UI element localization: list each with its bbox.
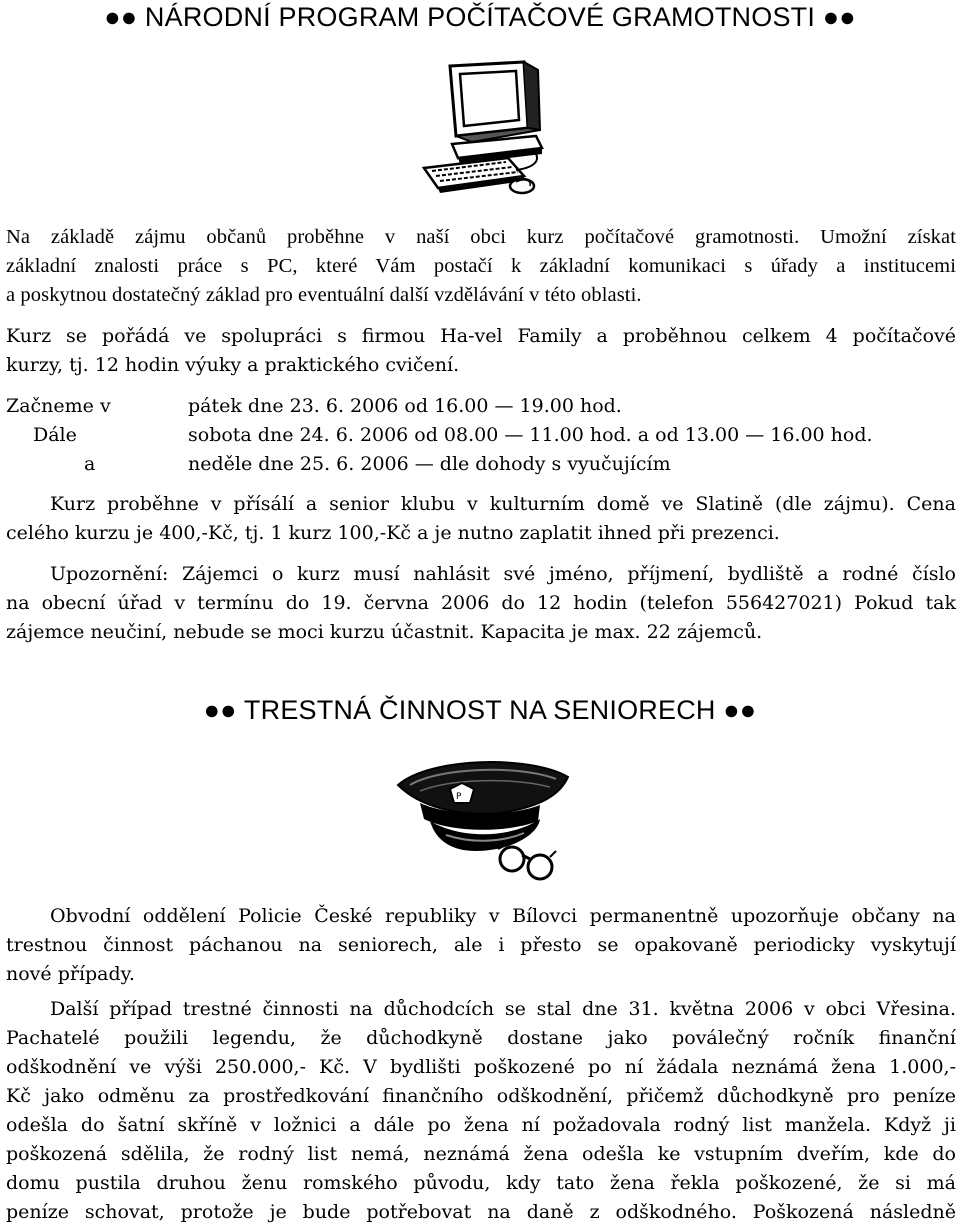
svg-text:P: P xyxy=(456,792,462,802)
text-line: celého kurzu je 400,-Kč, tj. 1 kurz 100,-Kč a je nutno zaplatit ihned při prezenci. xyxy=(6,522,780,544)
course-schedule xyxy=(6,392,873,479)
text-line: odešla do šatní skříně v ložnici a dále po žena ní požadovala rodný list manžela. Když ji xyxy=(6,1114,956,1136)
text-line: poškozená sdělila, že rodný list nemá, neznámá žena odešla ke vstupním dveřím, kde do xyxy=(6,1143,956,1165)
text-line: peníze schovat, protože je bude potřebovat na daně z odškodného. Poškozená následně xyxy=(6,1201,956,1223)
section-heading-computer-literacy xyxy=(0,2,960,33)
text-line: Kč jako odměnu za prostředkování finančního odškodnění, přičemž důchodkyně pro peníze xyxy=(6,1085,956,1107)
schedule-label: a xyxy=(84,453,96,475)
heading-bullets-right: ●● xyxy=(723,695,757,725)
schedule-row xyxy=(6,392,873,421)
schedule-text: neděle dne 25. 6. 2006 — dle dohody s vyučujícím xyxy=(188,453,671,475)
text-line: Další případ trestné činnosti na důchodcích se stal dne 31. května 2006 v obci Vřesina. xyxy=(50,998,956,1020)
text-line: Obvodní oddělení Policie České republiky v Bílovci permanentně upozorňuje občany na xyxy=(50,905,956,927)
paragraph-police-warning xyxy=(6,902,956,989)
text-line: Na základě zájmu občanů proběhne v naší obci kurz počítačové gramotnosti. Umožní získat xyxy=(6,226,956,248)
heading-title: NÁRODNÍ PROGRAM POČÍTAČOVÉ GRAMOTNOSTI xyxy=(144,2,816,32)
heading-bullets-right: ●● xyxy=(822,2,856,32)
schedule-text: sobota dne 24. 6. 2006 od 08.00 — 11.00 hod. a od 13.00 — 16.00 hod. xyxy=(188,424,873,446)
police-cap-icon xyxy=(390,755,575,885)
text-line: a poskytnou dostatečný základ pro eventuální další vzdělávání v této oblasti. xyxy=(6,284,642,306)
text-line: odškodnění ve výši 250.000,- Kč. V bydlišti poškozené po ní žádala neznámá žena 1.000,- xyxy=(6,1056,956,1078)
text-line: základní znalosti práce s PC, které Vám postačí k základní komunikaci s úřady a institucemi xyxy=(6,255,956,277)
text-line: Kurz se pořádá ve spolupráci s firmou Ha-vel Family a proběhnou celkem 4 počítačové xyxy=(6,325,956,347)
paragraph-notice xyxy=(6,560,956,647)
schedule-text: pátek dne 23. 6. 2006 od 16.00 — 19.00 hod. xyxy=(188,395,622,417)
heading-title: TRESTNÁ ČINNOST NA SENIORECH xyxy=(243,695,716,725)
text-line: kurzy, tj. 12 hodin výuky a praktického cvičení. xyxy=(6,354,460,376)
schedule-label: Začneme v xyxy=(6,395,111,417)
text-line: domu pustila druhou ženu romského původu, kdy tato žena řekla poškozené, že si má xyxy=(6,1172,956,1194)
schedule-row xyxy=(6,450,873,479)
text-line: zájemce neučiní, nebude se moci kurzu účastnit. Kapacita je max. 22 zájemců. xyxy=(6,621,763,643)
heading-bullets-left: ●● xyxy=(104,2,138,32)
computer-icon xyxy=(412,58,562,198)
section-heading-crime-seniors xyxy=(0,695,960,726)
text-line: trestnou činnost páchanou na seniorech, ale i přesto se opakovaně periodicky vyskytují xyxy=(6,934,956,956)
text-line: Kurz proběhne v přísálí a senior klubu v kulturním domě ve Slatině (dle zájmu). Cena xyxy=(50,493,956,515)
paragraph-location-price xyxy=(6,490,956,548)
heading-bullets-left: ●● xyxy=(203,695,237,725)
text-line: Upozornění: Zájemci o kurz musí nahlásit své jméno, příjmení, bydliště a rodné číslo xyxy=(50,563,956,585)
schedule-row xyxy=(6,421,873,450)
text-line: Pachatelé použili legendu, že důchodkyně dostane jako poválečný ročník finanční xyxy=(6,1027,956,1049)
text-line: nové případy. xyxy=(6,963,135,985)
schedule-label: Dále xyxy=(33,424,77,446)
paragraph-intro xyxy=(6,223,956,310)
paragraph-case-description xyxy=(6,995,956,1227)
paragraph-course-info xyxy=(6,322,956,380)
text-line: na obecní úřad v termínu do 19. června 2006 do 12 hodin (telefon 556427021) Pokud tak xyxy=(6,592,956,614)
